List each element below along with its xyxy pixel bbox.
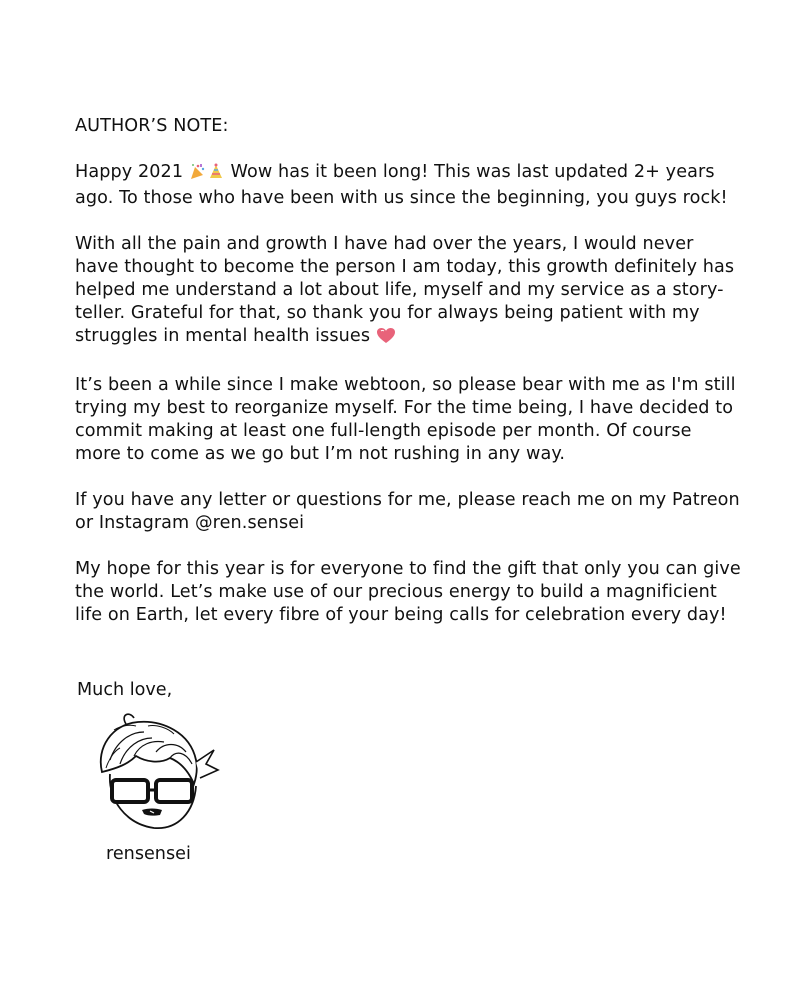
note-line: struggles in mental health issues [75, 325, 735, 351]
signoff: Much love, [77, 680, 173, 700]
note-paragraph-4 [75, 489, 740, 535]
note-line: have thought to become the person I am today, this growth definitely has [75, 257, 735, 277]
party-hat-icon [207, 163, 225, 187]
note-paragraph-5 [75, 558, 741, 627]
signature: rensensei [106, 844, 191, 864]
note-line: teller. Grateful for that, so thank you for always being patient with my [75, 303, 700, 323]
note-line: life on Earth, let every fibre of your being calls for celebration every day! [75, 605, 727, 625]
party-popper-icon [189, 163, 207, 187]
note-line: trying my best to reorganize myself. For the time being, I have decided to [75, 398, 734, 418]
note-line: more to come as we go but I’m not rushing in any way. [75, 444, 566, 464]
note-line: My hope for this year is for everyone to find the gift that only you can give [75, 559, 741, 579]
heart-icon [376, 327, 396, 351]
note-paragraph-3 [75, 374, 735, 466]
note-line: If you have any letter or questions for me, please reach me on my Patreon [75, 490, 740, 510]
note-line: It’s been a while since I make webtoon, so please bear with me as I'm still [75, 375, 736, 395]
note-line: commit making at least one full-length episode per month. Of course [75, 421, 692, 441]
note-line: helped me understand a lot about life, myself and my service as a story- [75, 280, 724, 300]
note-paragraph-1 [75, 161, 735, 210]
note-line: ago. To those who have been with us since the beginning, you guys rock! [75, 188, 728, 208]
authors-note [75, 115, 741, 650]
note-heading: AUTHOR’S NOTE: [75, 116, 229, 136]
note-line: With all the pain and growth I have had over the years, I would never [75, 234, 694, 254]
note-line: or Instagram @ren.sensei [75, 513, 305, 533]
note-paragraph-2 [75, 233, 735, 351]
note-line: Happy 2021 Wow has it been long! This was last updated 2+ years [75, 161, 735, 187]
author-avatar-drawing [90, 712, 220, 837]
note-line: the world. Let’s make use of our precious energy to build a magnificient [75, 582, 717, 602]
